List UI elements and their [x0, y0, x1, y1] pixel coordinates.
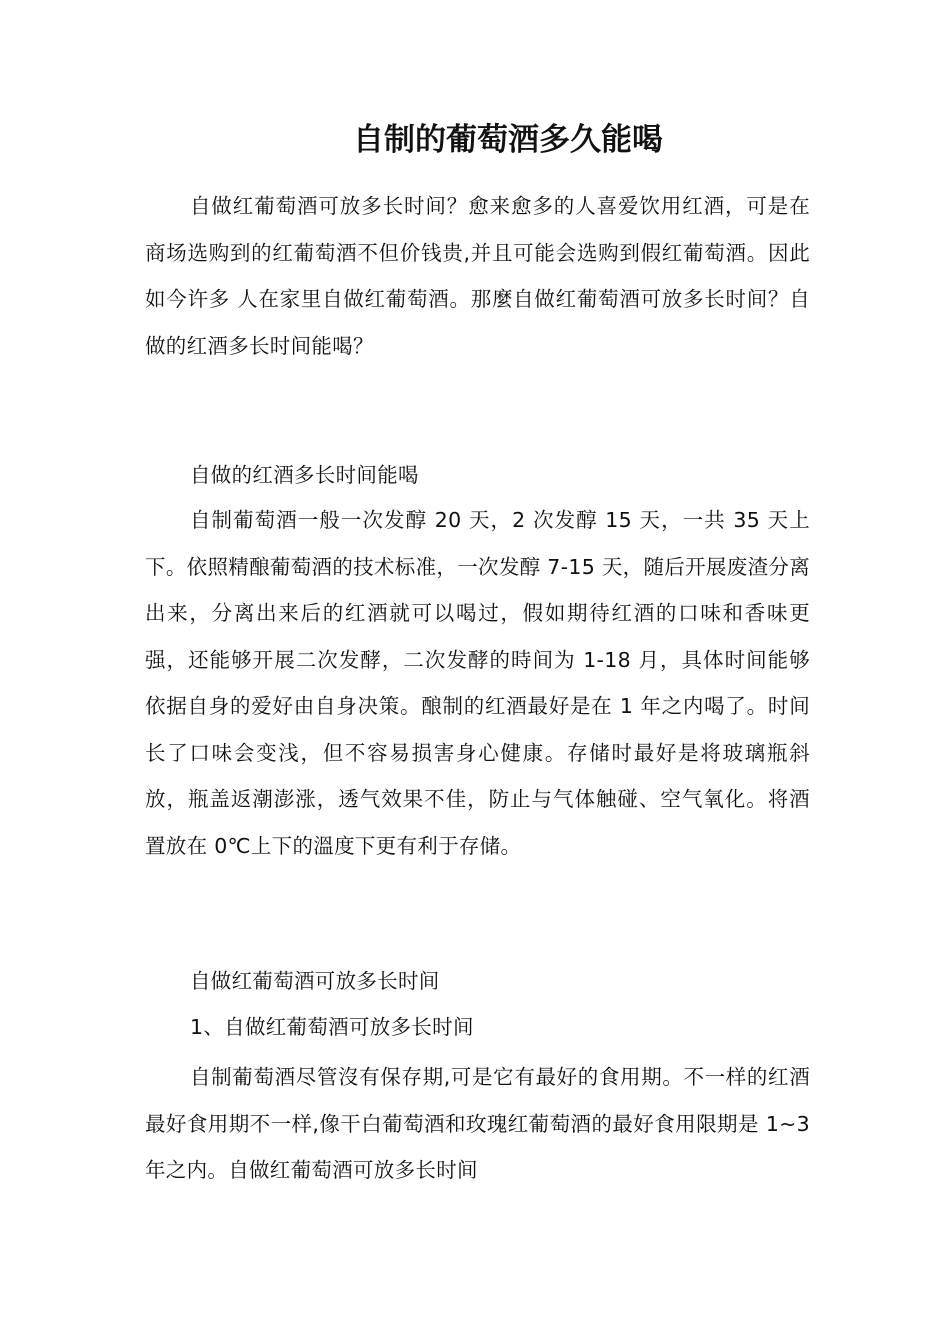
section1-heading: 自做的红酒多长时间能喝 [190, 463, 419, 487]
page-title: 自制的葡萄酒多久能喝 [353, 122, 663, 158]
intro-paragraph: 自做红葡萄酒可放多长时间？愈来愈多的人喜爱饮用红酒，可是在商场选购到的红葡萄酒不但价钱贵,并且可能会选购到假红葡萄酒。因此如今许多 人在家里自做红葡萄酒。那麼自做红葡萄酒可放多长时间？自做的红酒多长时间能喝？ [145, 194, 810, 358]
section2-heading: 自做红葡萄酒可放多长时间 [190, 969, 440, 993]
section1-paragraph: 自制葡萄酒一般一次发醇 20 天，2 次发醇 15 天，一共 35 天上下。依照精酿葡萄酒的技术标准，一次发醇 7-15 天，随后开展废渣分离出来，分离出来后的红酒就可以喝过，假如期待红酒的口味和香味更强，还能够开展二次发酵，二次发酵的時间为 1-18 月，具体时间能够 依据自身的爱好由自身决策。酿制的红酒最好是在 1 年之内喝了。时间长了口味会变浅，但不容易损害身心健康。存储时最好是将玻璃瓶斜放，瓶盖返潮澎涨，透气效果不佳，防止与气体触碰、空气氧化。将酒置放在 0℃上下的溫度下更有利于存储。 [145, 508, 810, 858]
section2-paragraph: 自制葡萄酒尽管沒有保存期,可是它有最好的食用期。不一样的红酒最好食用期不一样,像干白葡萄酒和玫瑰红葡萄酒的最好食用限期是 1~3 年之内。自做红葡萄酒可放多长时间 [145, 1065, 810, 1182]
section2-subheading: 1、自做红葡萄酒可放多长时间 [190, 1015, 474, 1039]
